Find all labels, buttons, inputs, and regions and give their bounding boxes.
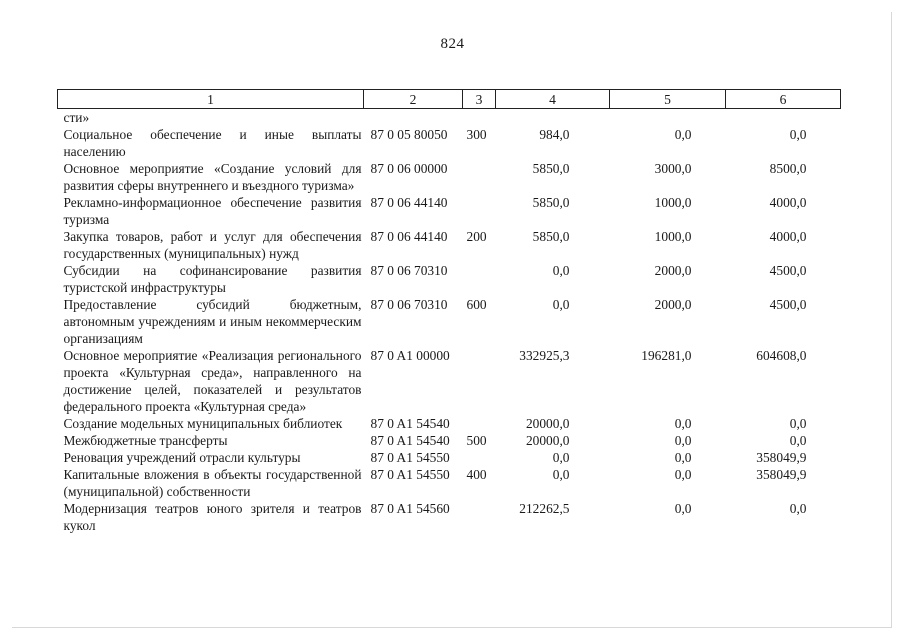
row-value-col4: 332925,3 xyxy=(519,348,570,363)
row-value-col5: 1000,0 xyxy=(654,195,692,210)
row-value-col6: 358049,9 xyxy=(756,450,807,465)
row-value-col6: 0,0 xyxy=(789,127,807,142)
row-value-col5: 0,0 xyxy=(674,127,692,142)
row-value-col6: 4000,0 xyxy=(769,229,807,244)
table-row xyxy=(58,500,841,534)
table-header xyxy=(58,90,841,109)
row-expense-type xyxy=(463,415,496,432)
table-row xyxy=(58,415,841,432)
row-expense-type xyxy=(463,194,496,228)
row-value-col4: 5850,0 xyxy=(532,195,570,210)
row-value-col5 xyxy=(610,109,726,127)
row-code: 87 0 06 44140 xyxy=(370,195,448,210)
row-value-col6: 0,0 xyxy=(789,416,807,431)
table-row xyxy=(58,432,841,449)
column-header-5: 5 xyxy=(610,90,726,109)
row-value-col6: 8500,0 xyxy=(769,161,807,176)
table-row xyxy=(58,296,841,347)
row-value-col4: 984,0 xyxy=(539,127,570,142)
row-expense-type xyxy=(463,500,496,534)
header-row xyxy=(58,90,841,109)
row-value-col5: 0,0 xyxy=(674,501,692,516)
row-name: Основное мероприятие «Создание условий для развития сферы внутреннего и въездного туризма» xyxy=(63,161,362,193)
row-value-col6 xyxy=(726,109,841,127)
row-code: 87 0 A1 00000 xyxy=(370,348,450,363)
row-value-col4: 0,0 xyxy=(552,263,570,278)
table-row xyxy=(58,449,841,466)
row-expense-type: 200 xyxy=(466,229,487,244)
row-code: 87 0 A1 54560 xyxy=(370,501,450,516)
table-row xyxy=(58,126,841,160)
row-value-col6: 0,0 xyxy=(789,501,807,516)
column-header-3: 3 xyxy=(463,90,496,109)
table-row xyxy=(58,262,841,296)
row-code: 87 0 A1 54550 xyxy=(370,450,450,465)
column-header-6: 6 xyxy=(726,90,841,109)
row-code: 87 0 A1 54540 xyxy=(370,416,450,431)
table-row xyxy=(58,160,841,194)
row-expense-type: 400 xyxy=(466,467,487,482)
page-number: 824 xyxy=(440,36,465,52)
row-name: Реновация учреждений отрасли культуры xyxy=(63,450,301,465)
table-row xyxy=(58,466,841,500)
row-expense-type xyxy=(463,109,496,127)
row-value-col5: 2000,0 xyxy=(654,297,692,312)
row-name: Рекламно-информационное обеспечение развития туризма xyxy=(63,195,362,227)
row-value-col5: 2000,0 xyxy=(654,263,692,278)
row-code: 87 0 A1 54540 xyxy=(370,433,450,448)
row-value-col6: 4000,0 xyxy=(769,195,807,210)
row-value-col5: 0,0 xyxy=(674,416,692,431)
row-value-col4: 0,0 xyxy=(552,297,570,312)
row-value-col6: 0,0 xyxy=(789,433,807,448)
row-value-col5: 0,0 xyxy=(674,467,692,482)
row-value-col4: 0,0 xyxy=(552,467,570,482)
column-header-1: 1 xyxy=(58,90,364,109)
row-name: Межбюджетные трансферты xyxy=(63,433,228,448)
row-expense-type: 600 xyxy=(466,297,487,312)
row-value-col5: 3000,0 xyxy=(654,161,692,176)
row-code: 87 0 A1 54550 xyxy=(370,467,450,482)
row-name: Капитальные вложения в объекты государственной (муниципальной) собственности xyxy=(63,467,362,499)
row-expense-type xyxy=(463,449,496,466)
table-row xyxy=(58,109,841,127)
row-value-col5: 196281,0 xyxy=(641,348,692,363)
row-code: 87 0 06 00000 xyxy=(370,161,448,176)
row-expense-type xyxy=(463,347,496,415)
row-name: Закупка товаров, работ и услуг для обеспечения государственных (муниципальных) нужд xyxy=(63,229,362,261)
column-header-2: 2 xyxy=(364,90,463,109)
row-expense-type: 500 xyxy=(466,433,487,448)
row-expense-type xyxy=(463,160,496,194)
budget-table xyxy=(57,89,841,534)
row-value-col4: 0,0 xyxy=(552,450,570,465)
row-value-col4: 20000,0 xyxy=(525,433,570,448)
row-value-col6: 604608,0 xyxy=(756,348,807,363)
row-name: Предоставление субсидий бюджетным, автономным учреждениям и иным некоммерческим организациям xyxy=(63,297,362,346)
row-code: 87 0 06 70310 xyxy=(370,297,448,312)
row-value-col4: 5850,0 xyxy=(532,229,570,244)
row-code: 87 0 05 80050 xyxy=(370,127,448,142)
row-code xyxy=(364,109,463,127)
row-name: Создание модельных муниципальных библиотек xyxy=(63,416,343,431)
row-value-col4 xyxy=(496,109,610,127)
table-body xyxy=(58,109,841,535)
row-value-col5: 1000,0 xyxy=(654,229,692,244)
row-name: Модернизация театров юного зрителя и театров кукол xyxy=(63,501,362,533)
row-value-col6: 4500,0 xyxy=(769,263,807,278)
row-value-col5: 0,0 xyxy=(674,433,692,448)
table-row xyxy=(58,228,841,262)
row-value-col6: 4500,0 xyxy=(769,297,807,312)
row-value-col4: 20000,0 xyxy=(525,416,570,431)
row-expense-type xyxy=(463,262,496,296)
table-row xyxy=(58,347,841,415)
row-name: Субсидии на софинансирование развития туристской инфраструктуры xyxy=(63,263,362,295)
table-row xyxy=(58,194,841,228)
row-code: 87 0 06 70310 xyxy=(370,263,448,278)
row-expense-type: 300 xyxy=(466,127,487,142)
row-name: Социальное обеспечение и иные выплаты населению xyxy=(63,127,362,159)
row-value-col4: 5850,0 xyxy=(532,161,570,176)
row-code: 87 0 06 44140 xyxy=(370,229,448,244)
row-name: Основное мероприятие «Реализация регионального проекта «Культурная среда», направленного на достижение целей, показателей и результатов федерального проекта «Культурная среда» xyxy=(63,348,362,414)
row-value-col6: 358049,9 xyxy=(756,467,807,482)
row-value-col4: 212262,5 xyxy=(519,501,570,516)
row-name: сти» xyxy=(63,110,90,125)
row-value-col5: 0,0 xyxy=(674,450,692,465)
column-header-4: 4 xyxy=(496,90,610,109)
